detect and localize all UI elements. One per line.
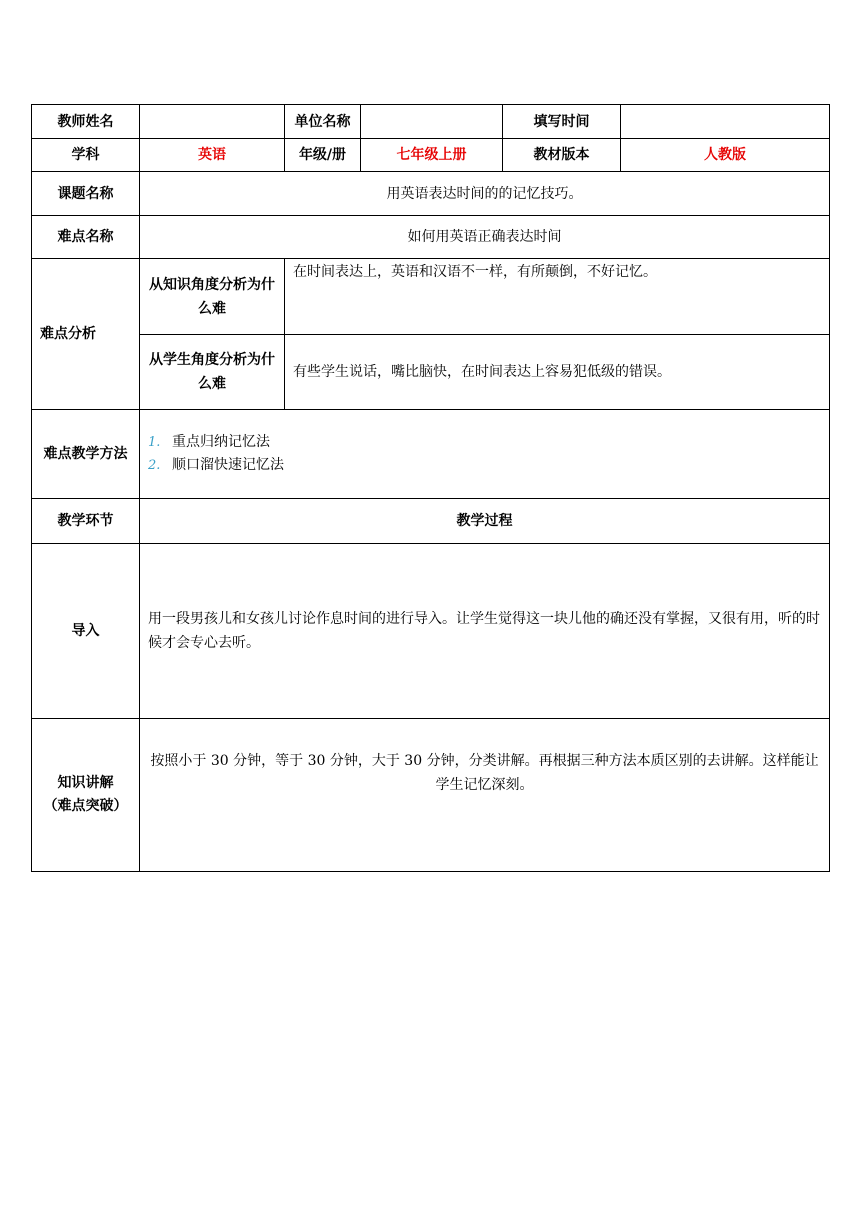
analysis-row-knowledge [32,259,830,335]
header-row-teacher [32,105,830,139]
header-row-subject [32,139,830,172]
edition-label: 教材版本 [503,139,621,172]
method-list-cell [140,410,830,499]
list-number: 1. [148,435,161,450]
unit-name-label: 单位名称 [285,105,361,139]
knowledge-label-cell [32,719,140,872]
knowledge-sublabel: （难点突破） [43,798,128,814]
topic-row [32,172,830,216]
topic-value: 用英语表达时间的的记忆技巧。 [140,172,830,216]
grade-label: 年级/册 [285,139,361,172]
intro-label: 导入 [32,544,140,719]
intro-row [32,544,830,719]
list-number: 2. [148,458,161,473]
teacher-name-label: 教师姓名 [32,105,140,139]
method-label: 难点教学方法 [32,410,140,499]
list-text: 顺口溜快速记忆法 [172,457,284,473]
fill-time-label: 填写时间 [503,105,621,139]
list-item [148,431,821,454]
knowledge-angle-value: 在时间表达上，英语和汉语不一样，有所颠倒，不好记忆。 [285,259,830,335]
list-item [148,454,821,477]
teacher-name-value [140,105,285,139]
knowledge-text: 按照小于 30 分钟，等于 30 分钟，大于 30 分钟，分类讲解。再根据三种方法本质区别的去讲解。这样能让学生记忆深刻。 [140,719,830,872]
fill-time-value [621,105,830,139]
analysis-label: 难点分析 [32,259,140,410]
topic-label: 课题名称 [32,172,140,216]
student-angle-label: 从学生角度分析为什么难 [140,335,285,410]
difficulty-label: 难点名称 [32,216,140,259]
lesson-plan-table [31,104,830,872]
analysis-row-student [32,335,830,410]
knowledge-angle-label: 从知识角度分析为什么难 [140,259,285,335]
difficulty-value: 如何用英语正确表达时间 [140,216,830,259]
process-header: 教学过程 [140,499,830,544]
subject-value: 英语 [140,139,285,172]
process-header-row [32,499,830,544]
student-angle-value: 有些学生说话，嘴比脑快，在时间表达上容易犯低级的错误。 [285,335,830,410]
stage-header: 教学环节 [32,499,140,544]
method-row [32,410,830,499]
intro-text: 用一段男孩儿和女孩儿讨论作息时间的进行导入。让学生觉得这一块儿他的确还没有掌握，又很有用，听的时候才会专心去听。 [140,544,830,719]
knowledge-row [32,719,830,872]
subject-label: 学科 [32,139,140,172]
method-list [148,431,821,477]
list-text: 重点归纳记忆法 [172,434,270,450]
unit-name-value [361,105,503,139]
grade-value: 七年级上册 [361,139,503,172]
difficulty-row [32,216,830,259]
knowledge-label: 知识讲解 [57,775,114,791]
edition-value: 人教版 [621,139,830,172]
